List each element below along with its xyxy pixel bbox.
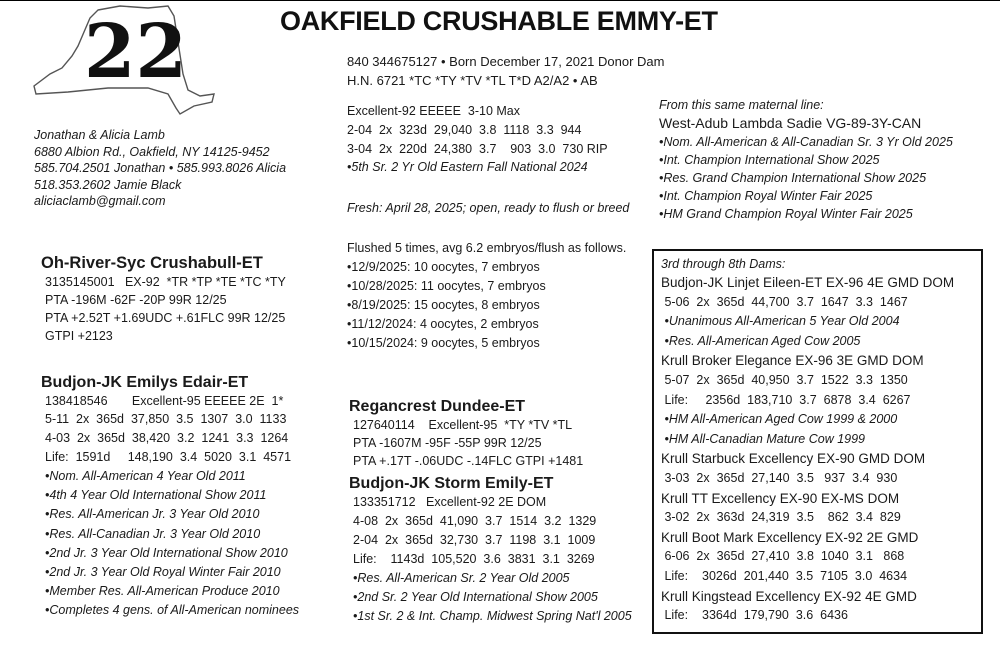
mgs-name: Regancrest Dundee-ET: [349, 398, 526, 415]
dam-ancestor-record: 6-06 2x 365d 27,410 3.8 1040 3.1 868: [661, 549, 905, 564]
dam-ancestor-record: 3-02 2x 363d 24,319 3.5 862 3.4 829: [661, 510, 901, 525]
maternal-award: •Int. Champion International Show 2025: [659, 153, 880, 167]
dam-block: [41, 373, 299, 621]
dam-ancestor-name: Krull Boot Mark Excellency EX-92 2E GMD: [661, 529, 919, 545]
contact-line: 6880 Albion Rd., Oakfield, NY 14125-9452: [34, 144, 270, 159]
contact-line: 585.704.2501 Jonathan • 585.993.8026 Alicia: [34, 161, 287, 175]
maternal-award: •Nom. All-American & All-Canadian Sr. 3 Yr Old 2025: [659, 135, 953, 149]
fresh-status: Fresh: April 28, 2025; open, ready to flush or breed: [347, 201, 630, 215]
dam-ancestor-record: 5-06 2x 365d 44,700 3.7 1647 3.3 1467: [661, 294, 908, 309]
record-row: 2-04 2x 323d 29,040 3.8 1118 3.3 944: [347, 123, 582, 137]
maternal-award: •HM Grand Champion Royal Winter Fair 2025: [659, 207, 913, 221]
maternal-award: •Res. Grand Champion International Show 2025: [659, 171, 927, 185]
dam-ancestor-record: Life: 3026d 201,440 3.5 7105 3.0 4634: [661, 568, 908, 583]
mgs-block: [349, 397, 583, 470]
flush-item: •8/19/2025: 15 oocytes, 8 embryos: [347, 298, 540, 312]
contact-line: 518.353.2602 Jamie Black: [34, 177, 182, 192]
dam-award: •Res. All-American Jr. 3 Year Old 2010: [45, 507, 260, 522]
contact-email: aliciaclamb@gmail.com: [34, 194, 166, 208]
dam-award: •Nom. All-American 4 Year Old 2011: [45, 469, 246, 483]
dam-ancestor-award: •HM All-American Aged Cow 1999 & 2000: [661, 412, 898, 427]
granddam-row: Life: 1143d 105,520 3.6 3831 3.1 3269: [353, 552, 595, 566]
flush-item: •10/15/2024: 9 oocytes, 5 embryos: [347, 336, 540, 350]
top-rule: [0, 0, 1000, 1]
record-award: •5th Sr. 2 Yr Old Eastern Fall National 2024: [347, 160, 588, 174]
granddam-award: •Res. All-American Sr. 2 Year Old 2005: [353, 571, 570, 585]
dam-ancestor-name: Krull Starbuck Excellency EX-90 GMD DOM: [661, 451, 926, 467]
dam-ancestor-name: Budjon-JK Linjet Eileen-ET EX-96 4E GMD DOM: [661, 275, 955, 290]
maternal-award: •Int. Champion Royal Winter Fair 2025: [659, 189, 873, 203]
maternal-name: West-Adub Lambda Sadie VG-89-3Y-CAN: [659, 115, 922, 131]
granddam-block: [349, 474, 632, 626]
maternal-intro: From this same maternal line:: [659, 98, 824, 112]
dam-ancestor-award: •HM All-Canadian Mature Cow 1999: [661, 431, 866, 446]
dam-name: Budjon-JK Emilys Edair-ET: [41, 374, 249, 391]
dams-lines: [661, 273, 954, 626]
header-line-2: H.N. 6721 *TC *TY *TV *TL T*D A2/A2 • AB: [347, 73, 598, 88]
flush-intro: Flushed 5 times, avg 6.2 embryos/flush as follows.: [347, 241, 627, 255]
granddam-row: 4-08 2x 365d 41,090 3.7 1514 3.2 1329: [353, 514, 597, 528]
granddam-reg: 133351712 Excellent-92 2E DOM: [353, 495, 547, 509]
dam-row: 4-03 2x 365d 38,420 3.2 1241 3.3 1264: [45, 431, 289, 445]
sire-line: GTPI +2123: [45, 329, 113, 343]
flush-item: •10/28/2025: 11 oocytes, 7 embryos: [347, 279, 546, 293]
granddam-award: •2nd Sr. 2 Year Old International Show 2005: [353, 590, 598, 604]
lot-number: 22: [84, 9, 187, 95]
dam-award: •2nd Jr. 3 Year Old International Show 2010: [45, 545, 288, 560]
sire-block: [41, 254, 286, 345]
dam-ancestor-record: Life: 2356d 183,710 3.7 6878 3.4 6267: [661, 392, 911, 407]
dam-ancestor-award: •Unanimous All-American 5 Year Old 2004: [661, 314, 900, 329]
dam-ancestor-name: Krull Kingstead Excellency EX-92 4E GMD: [661, 588, 917, 604]
dams-heading: 3rd through 8th Dams:: [661, 257, 786, 271]
mgs-line: PTA -1607M -95F -55P 99R 12/25: [353, 436, 542, 450]
dam-ancestor-record: Life: 3364d 179,790 3.6 6436: [661, 608, 848, 623]
dam-award: •Completes 4 gens. of All-American nominees: [45, 603, 300, 618]
granddam-row: 2-04 2x 365d 32,730 3.7 1198 3.1 1009: [353, 533, 596, 547]
mgs-line: PTA +.17T -.06UDC -.14FLC GTPI +1481: [353, 454, 584, 468]
granddam-award: •1st Sr. 2 & Int. Champ. Midwest Spring Nat'l 2005: [353, 609, 632, 623]
page-title: OAKFIELD CRUSHABLE EMMY-ET: [280, 6, 718, 36]
dam-ancestor-name: Krull Broker Elegance EX-96 3E GMD DOM: [661, 353, 924, 369]
sire-line: PTA -196M -62F -20P 99R 12/25: [45, 293, 227, 307]
dam-ancestor-award: •Res. All-American Aged Cow 2005: [661, 333, 861, 348]
dam-award: •Res. All-Canadian Jr. 3 Year Old 2010: [45, 526, 261, 541]
maternal-line: [659, 97, 953, 223]
mgs-line: 127640114 Excellent-95 *TY *TV *TL: [353, 418, 573, 432]
cow-header: [347, 52, 664, 90]
contact-block: [34, 127, 286, 210]
header-line-1: 840 344675127 • Born December 17, 2021 Donor Dam: [347, 54, 665, 69]
dam-award: •2nd Jr. 3 Year Old Royal Winter Fair 2010: [45, 565, 281, 580]
contact-line: Jonathan & Alicia Lamb: [34, 128, 165, 142]
dam-ancestor-name: Krull TT Excellency EX-90 EX-MS DOM: [661, 490, 900, 506]
sire-name: Oh-River-Syc Crushabull-ET: [41, 254, 263, 272]
flush-block: [347, 239, 626, 353]
granddam-name: Budjon-JK Storm Emily-ET: [349, 475, 554, 492]
dam-award: •Member Res. All-American Produce 2010: [45, 584, 280, 599]
record-row: 3-04 2x 220d 24,380 3.7 903 3.0 730 RIP: [347, 142, 608, 156]
dam-row: 5-11 2x 365d 37,850 3.5 1307 3.0 1133: [45, 412, 287, 426]
dam-ancestor-record: 5-07 2x 365d 40,950 3.7 1522 3.3 1350: [661, 372, 908, 387]
flush-item: •11/12/2024: 4 oocytes, 2 embryos: [347, 317, 539, 331]
flush-item: •12/9/2025: 10 oocytes, 7 embryos: [347, 260, 540, 274]
dams-box-content: [661, 255, 954, 626]
sire-line: PTA +2.52T +1.69UDC +.61FLC 99R 12/25: [45, 311, 286, 325]
dam-award: •4th 4 Year Old International Show 2011: [45, 488, 267, 503]
classification: Excellent-92 EEEEE 3-10 Max: [347, 104, 520, 118]
dam-reg: 138418546 Excellent-95 EEEEE 2E 1*: [45, 394, 284, 408]
dam-ancestor-record: 3-03 2x 365d 27,140 3.5 937 3.4 930: [661, 470, 898, 485]
dam-row: Life: 1591d 148,190 3.4 5020 3.1 4571: [45, 450, 292, 464]
cow-record: [347, 102, 608, 175]
sire-line: 3135145001 EX-92 *TR *TP *TE *TC *TY: [45, 275, 286, 289]
